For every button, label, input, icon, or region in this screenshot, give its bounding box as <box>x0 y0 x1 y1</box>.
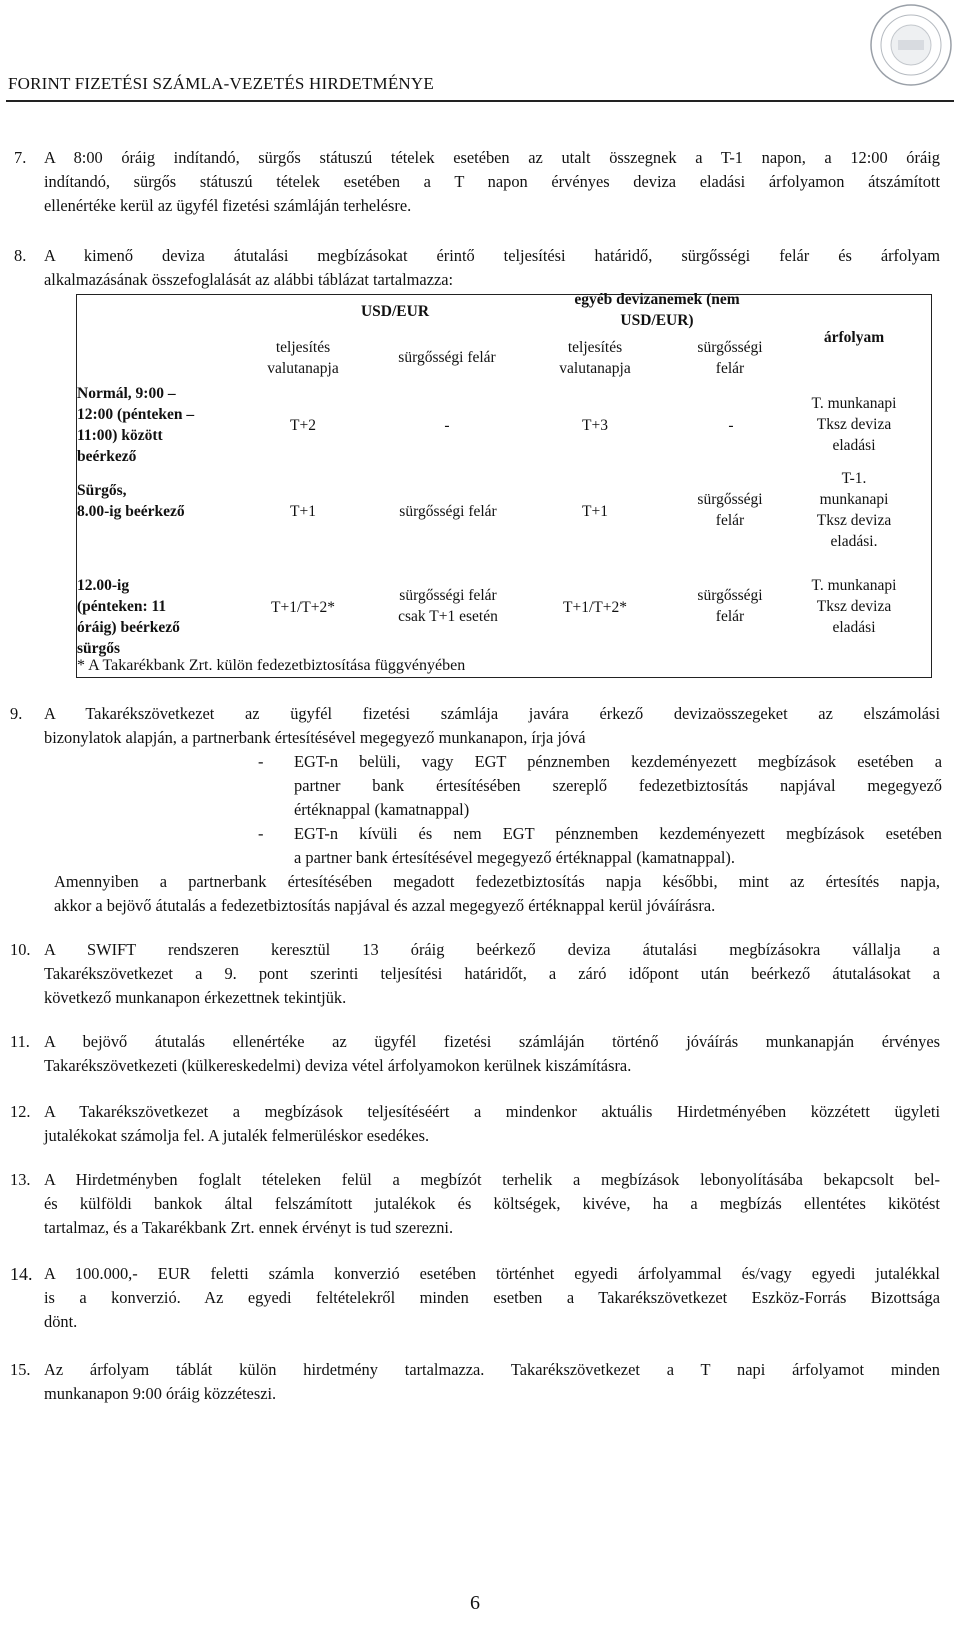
bullet-item <box>258 750 942 822</box>
cell-usd-value-date: T+1/T+2* <box>271 599 335 616</box>
text-line: indítandó, sürgős státuszú tételek esetében a T napon érvényes deviza eladási árfolyamon átszámított <box>44 172 940 191</box>
header-text: felár <box>715 360 745 377</box>
cell-other-fee <box>675 489 785 531</box>
text-line: A 8:00 óráig indítandó, sürgős státuszú tételek esetében az utalt összegnek a T-1 napon, a 12:00 óráig <box>44 148 940 167</box>
text-line: ellenértéke kerül az ügyfél fizetési számláján terhelésre. <box>44 196 412 215</box>
certification-seal-logo <box>868 2 954 88</box>
cell-other-fee <box>675 585 785 627</box>
bullet-item <box>258 822 942 870</box>
label-line: 12:00 (pénteken – <box>77 406 195 423</box>
header-text: USD/EUR) <box>620 312 694 329</box>
header-divider <box>6 100 954 102</box>
item-number: 9. <box>10 704 23 723</box>
text-line: dönt. <box>44 1312 78 1331</box>
text-line: jutalékokat számolja fel. A jutalék felmerüléskor esedékes. <box>44 1126 430 1145</box>
text-line: is a konverzió. Az egyedi feltételekről minden esetben a Takarékszövetkezet Eszköz-Forrás Bizottsága <box>44 1288 940 1307</box>
label-line: Sürgős, <box>77 482 127 499</box>
text-line: A SWIFT rendszeren keresztül 13 óráig beérkező deviza átutalási megbízásokra vállalja a <box>44 940 940 959</box>
paragraph-item-11 <box>44 1030 940 1078</box>
text-line: akkor a bejövő átutalás a fedezetbiztosítás napjával és azzal megegyező értéknappal kerül jóváírásra. <box>54 896 716 915</box>
rate-line: eladási. <box>830 533 878 550</box>
paragraph-item-12 <box>44 1100 940 1148</box>
header-rate: árfolyam <box>823 329 885 346</box>
paragraph-item-15 <box>44 1358 940 1406</box>
text-line: EGT-n kívüli és nem EGT pénznemben kezdeményezett megbízások esetében <box>294 824 942 843</box>
cell-other-value-date: T+1 <box>582 503 608 520</box>
header-text: valutanapja <box>559 360 631 377</box>
text-line: partner bank értesítésében szereplő fedezetbiztosítás napjával megegyező <box>294 776 942 795</box>
text-line: A Hirdetményben foglalt tételeken felül a megbízót terhelik a megbízások lebonyolításába bekapcsolt bel- <box>44 1170 940 1189</box>
label-line: (pénteken: 11 <box>77 598 167 615</box>
header-urgency-fee: sürgősségi felár <box>398 349 496 366</box>
rate-line: eladási <box>832 437 876 454</box>
header-urgency-fee-other <box>675 337 785 379</box>
row-label-normal <box>77 383 237 467</box>
fee-line: csak T+1 esetén <box>398 608 498 625</box>
text-line: a partner bank értesítésével megegyező értéknappal (kamatnappal). <box>294 848 735 867</box>
text-line: A Takarékszövetkezet a megbízások teljesítéséért a mindenkor aktuális Hirdetményében közzétett ügyleti <box>44 1102 940 1121</box>
rate-line: T. munkanapi <box>811 577 897 594</box>
text-line: tartalmaz, és a Takarékbank Zrt. ennek érvényt is tud szerezni. <box>44 1218 454 1237</box>
rate-line: eladási <box>832 619 876 636</box>
paragraph-item-9 <box>44 702 940 750</box>
header-other-currencies <box>537 289 777 331</box>
label-line: 8.00-ig beérkező <box>77 503 185 520</box>
cell-rate <box>789 468 919 552</box>
text-line: Takarékszövetkezet a 9. pont szerinti teljesítési határidőt, a záró időpont után beérkező átutalásokat a <box>44 964 940 983</box>
label-line: Normál, 9:00 – <box>77 385 176 402</box>
paragraph-item-14 <box>44 1262 940 1334</box>
item-number: 8. <box>14 246 27 265</box>
rate-line: munkanapi <box>819 491 889 508</box>
row-label-urgent-12 <box>77 575 237 659</box>
item-number: 11. <box>10 1032 30 1051</box>
header-text: sürgősségi <box>697 339 763 356</box>
header-text: teljesítés <box>567 339 623 356</box>
item-number: 10. <box>10 940 31 959</box>
label-line: beérkező <box>77 448 137 465</box>
transfer-deadline-table <box>76 291 932 678</box>
item-number: 7. <box>14 148 27 167</box>
rate-line: T-1. <box>841 470 867 487</box>
text-line: Az árfolyam táblát külön hirdetmény tartalmazza. Takarékszövetkezet a T napi árfolyamot minden <box>44 1360 940 1379</box>
header-text: valutanapja <box>267 360 339 377</box>
text-line: A Takarékszövetkezet az ügyfél fizetési számlája javára érkező devizaösszegeket az elszámolási <box>44 704 940 723</box>
item-number: 15. <box>10 1360 31 1379</box>
paragraph-item-7 <box>44 146 940 218</box>
item-number: 13. <box>10 1170 31 1189</box>
text-line: alkalmazásának összefoglalását az alábbi táblázat tartalmazza: <box>44 270 454 289</box>
header-value-date-other <box>535 337 655 379</box>
header-usd-eur: USD/EUR <box>360 303 430 320</box>
text-line: A kimenő deviza átutalási megbízásokat érintő teljesítési határidő, sürgősségi felár és árfolyam <box>44 246 940 265</box>
text-line: A bejövő átutalás ellenértéke az ügyfél fizetési számláján történő jóváírás munkanapján érvényes <box>44 1032 940 1051</box>
document-header-title: FORINT FIZETÉSI SZÁMLA-VEZETÉS HIRDETMÉNYE <box>8 74 434 93</box>
text-line: és külföldi bankok által felszámított jutalékok és költségek, kivéve, ha a megbízás ellentétes kikötést <box>44 1194 940 1213</box>
fee-line: felár <box>715 512 745 529</box>
item-number: 14. <box>10 1264 33 1284</box>
paragraph-item-9-note <box>54 870 940 918</box>
text-line: következő munkanapon érkezettnek tekintjük. <box>44 988 347 1007</box>
text-line: értéknappal (kamatnappal) <box>294 800 470 819</box>
rate-line: Tksz deviza <box>816 416 892 433</box>
text-line: EGT-n belüli, vagy EGT pénznemben kezdeményezett megbízások esetében a <box>294 752 942 771</box>
rate-line: T. munkanapi <box>811 395 897 412</box>
row-label-urgent-8 <box>77 480 237 522</box>
text-line: Amennyiben a partnerbank értesítésében megadott fedezetbiztosítás napja későbbi, mint az értesítés napja, <box>54 872 940 891</box>
fee-line: sürgősségi <box>697 491 763 508</box>
text-line: A 100.000,- EUR feletti számla konverzió esetében történhet egyedi árfolyammal és/vagy egyedi jutalékkal <box>44 1264 940 1283</box>
label-line: 12.00-ig <box>77 577 130 594</box>
text-line: munkanapon 9:00 óráig közzéteszi. <box>44 1384 277 1403</box>
table-footnote: * A Takarékbank Zrt. külön fedezetbiztosítása függvényében <box>77 657 466 674</box>
cell-rate <box>789 575 919 638</box>
cell-usd-fee: - <box>444 417 450 434</box>
bullet-list <box>258 750 942 870</box>
text-line: Takarékszövetkezeti (külkereskedelmi) deviza vétel árfolyamokon kerülnek kiszámításra. <box>44 1056 632 1075</box>
paragraph-item-13 <box>44 1168 940 1240</box>
paragraph-item-10 <box>44 938 940 1010</box>
fee-line: sürgősségi felár <box>399 587 497 604</box>
dash-marker: - <box>258 824 264 843</box>
cell-other-fee: - <box>728 417 734 434</box>
cell-rate <box>789 393 919 456</box>
cell-usd-fee <box>373 585 523 627</box>
rate-line: Tksz deviza <box>816 512 892 529</box>
item-number: 12. <box>10 1102 31 1121</box>
header-value-date <box>243 337 363 379</box>
cell-other-value-date: T+1/T+2* <box>563 599 627 616</box>
header-text: egyéb devizanemek (nem <box>574 291 740 308</box>
cell-usd-value-date: T+1 <box>290 503 316 520</box>
label-line: 11:00) között <box>77 427 163 444</box>
page-number: 6 <box>470 1592 480 1614</box>
text-line: bizonylatok alapján, a partnerbank értesítésével megegyező munkanapon, írja jóvá <box>44 728 586 747</box>
header-text: teljesítés <box>275 339 331 356</box>
fee-line: felár <box>715 608 745 625</box>
dash-marker: - <box>258 752 264 771</box>
paragraph-item-8 <box>44 244 940 292</box>
cell-usd-fee: sürgősségi felár <box>399 503 497 520</box>
label-line: óráig) beérkező <box>77 619 180 636</box>
cell-other-value-date: T+3 <box>582 417 608 434</box>
rate-line: Tksz deviza <box>816 598 892 615</box>
cell-usd-value-date: T+2 <box>290 417 316 434</box>
fee-line: sürgősségi <box>697 587 763 604</box>
label-line: sürgős <box>77 640 121 657</box>
